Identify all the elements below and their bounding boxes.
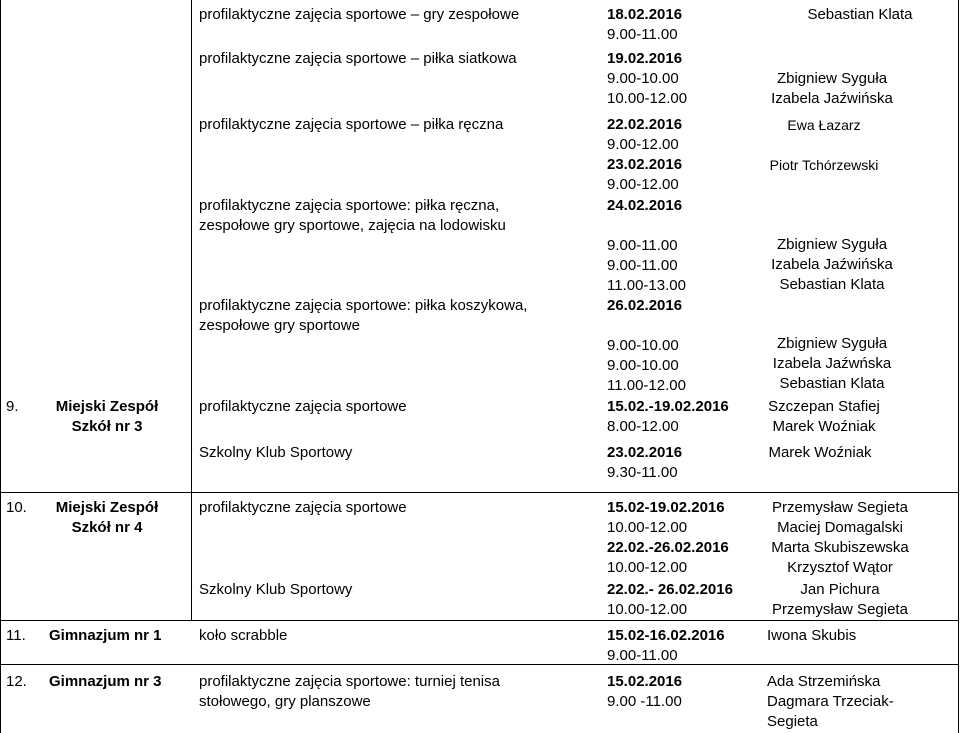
time-line: 9.00 -11.00 [607,693,682,710]
table-rule-school10 [0,492,959,493]
person-name: Maciej Domagalski [777,519,903,536]
person-name: Krzysztof Wątor [787,559,893,576]
date-cell [607,626,725,666]
activity-cell [199,296,527,336]
table-rule-school11 [0,620,959,621]
date-line: 15.02-16.02.2016 [607,627,725,644]
school-name-line: Miejski Zespół [55,398,159,415]
person-name: Przemysław Segieta [772,499,908,516]
person-cell [724,115,924,175]
person-cell [732,69,932,109]
person-cell [732,235,932,295]
time-line: 8.00-12.00 [607,418,679,435]
school-number: 11. [6,627,26,644]
person-name: Ada Strzemińska [767,673,881,690]
date-line: 19.02.2016 [607,50,683,67]
person-cell [724,397,924,437]
time-line: 10.00-12.00 [607,601,688,618]
activity-cell: profilaktyczne zajęcia sportowe – gry zespołowe [199,6,520,23]
activity-line: profilaktyczne zajęcia sportowe: piłka koszykowa, [199,297,528,314]
activity-cell: Szkolny Klub Sportowy [199,444,353,461]
activity-cell: koło scrabble [199,627,288,644]
activity-cell [199,196,506,236]
school-name-line: Miejski Zespół [55,499,159,516]
school-name: Gimnazjum nr 1 [49,627,162,644]
date-line: 24.02.2016 [607,197,683,214]
date-line: 23.02.2016 [607,444,683,461]
person-cell [760,5,960,25]
person-name: Zbigniew Syguła [776,70,888,87]
date-cell [607,498,729,578]
school-name-line: Szkół nr 4 [71,519,143,536]
date-line: 18.02.2016 [607,6,683,23]
date-cell [607,443,682,483]
person-name: Izabela Jaźwińska [771,90,893,107]
date-line: 22.02.- 26.02.2016 [607,581,733,598]
date-line: 15.02.2016 [607,673,683,690]
person-name: Sebastian Klata [807,6,913,23]
time-line: 9.00-10.00 [607,337,679,354]
person-name: Marta Skubiszewska [771,539,909,556]
date-cell [607,115,682,195]
time-line: 9.00-12.00 [607,176,679,193]
date-cell [607,296,686,396]
date-line: 22.02.2016 [607,116,683,133]
time-line: 9.00-11.00 [607,257,678,274]
person-name: Dagmara Trzeciak- [767,693,894,710]
activity-cell: profilaktyczne zajęcia sportowe – piłka siatkowa [199,50,517,67]
activity-cell [199,672,500,712]
school-name [32,498,182,538]
activity-line: stołowego, gry planszowe [199,693,371,710]
date-line: 22.02.-26.02.2016 [607,539,729,556]
person-name: Zbigniew Syguła [776,335,888,352]
person-name: Przemysław Segieta [772,601,908,618]
person-name: Izabela Jaźwńska [772,355,892,372]
time-line: 9.00-11.00 [607,26,678,43]
person-name: Izabela Jaźwińska [771,256,893,273]
table-border-right [958,0,959,733]
person-name: Marek Woźniak [772,418,876,435]
person-name: Segieta [767,713,818,730]
date-line: 23.02.2016 [607,156,683,173]
activity-cell: profilaktyczne zajęcia sportowe – piłka ręczna [199,116,504,133]
activity-line: zespołowe gry sportowe [199,317,360,334]
activity-line: profilaktyczne zajęcia sportowe: turniej tenisa [199,673,500,690]
person-name: Marek Woźniak [768,444,872,461]
time-line: 11.00-13.00 [607,277,686,294]
time-line: 9.00-10.00 [607,70,679,87]
person-cell [740,580,940,620]
activity-line: zespołowe gry sportowe, zajęcia na lodowisku [199,217,506,234]
date-cell [607,672,682,712]
school-number: 9. [6,398,19,415]
person-name: Sebastian Klata [779,375,885,392]
date-cell [607,5,682,45]
person-name: Jan Pichura [800,581,880,598]
time-line: 11.00-12.00 [607,377,686,394]
date-line: 26.02.2016 [607,297,683,314]
date-cell [607,397,729,437]
activity-cell: profilaktyczne zajęcia sportowe [199,398,407,415]
time-line: 9.00-12.00 [607,136,679,153]
person-cell [720,443,920,463]
person-name: Sebastian Klata [779,276,885,293]
person-cell [767,672,894,732]
date-cell [607,49,687,109]
time-line: 10.00-12.00 [607,559,688,576]
school-name-line: Szkół nr 3 [71,418,143,435]
table-border-left [0,0,1,733]
school-number: 10. [6,499,27,516]
person-cell [740,498,940,578]
date-line: 15.02.-19.02.2016 [607,398,729,415]
school-number: 12. [6,673,27,690]
time-line: 9.00-10.00 [607,357,679,374]
person-name: Ewa Łazarz [787,117,861,133]
person-name: Zbigniew Syguła [776,236,888,253]
person-name: Iwona Skubis [767,627,857,644]
activity-cell: Szkolny Klub Sportowy [199,581,353,598]
date-cell [607,196,686,296]
school-name: Gimnazjum nr 3 [49,673,162,690]
time-line: 10.00-12.00 [607,519,688,536]
person-cell [732,334,932,394]
time-line: 9.30-11.00 [607,464,678,481]
school-name [32,397,182,437]
date-line: 15.02-19.02.2016 [607,499,725,516]
date-cell [607,580,733,620]
time-line: 9.00-11.00 [607,237,678,254]
activity-line: profilaktyczne zajęcia sportowe: piłka ręczna, [199,197,500,214]
table-divider-school [191,0,192,620]
person-name: Szczepan Stafiej [768,398,880,415]
time-line: 9.00-11.00 [607,647,678,664]
time-line: 10.00-12.00 [607,90,688,107]
activity-cell: profilaktyczne zajęcia sportowe [199,499,407,516]
person-name: Piotr Tchórzewski [769,157,879,173]
table-rule-school12 [0,664,959,665]
person-cell [767,626,856,646]
